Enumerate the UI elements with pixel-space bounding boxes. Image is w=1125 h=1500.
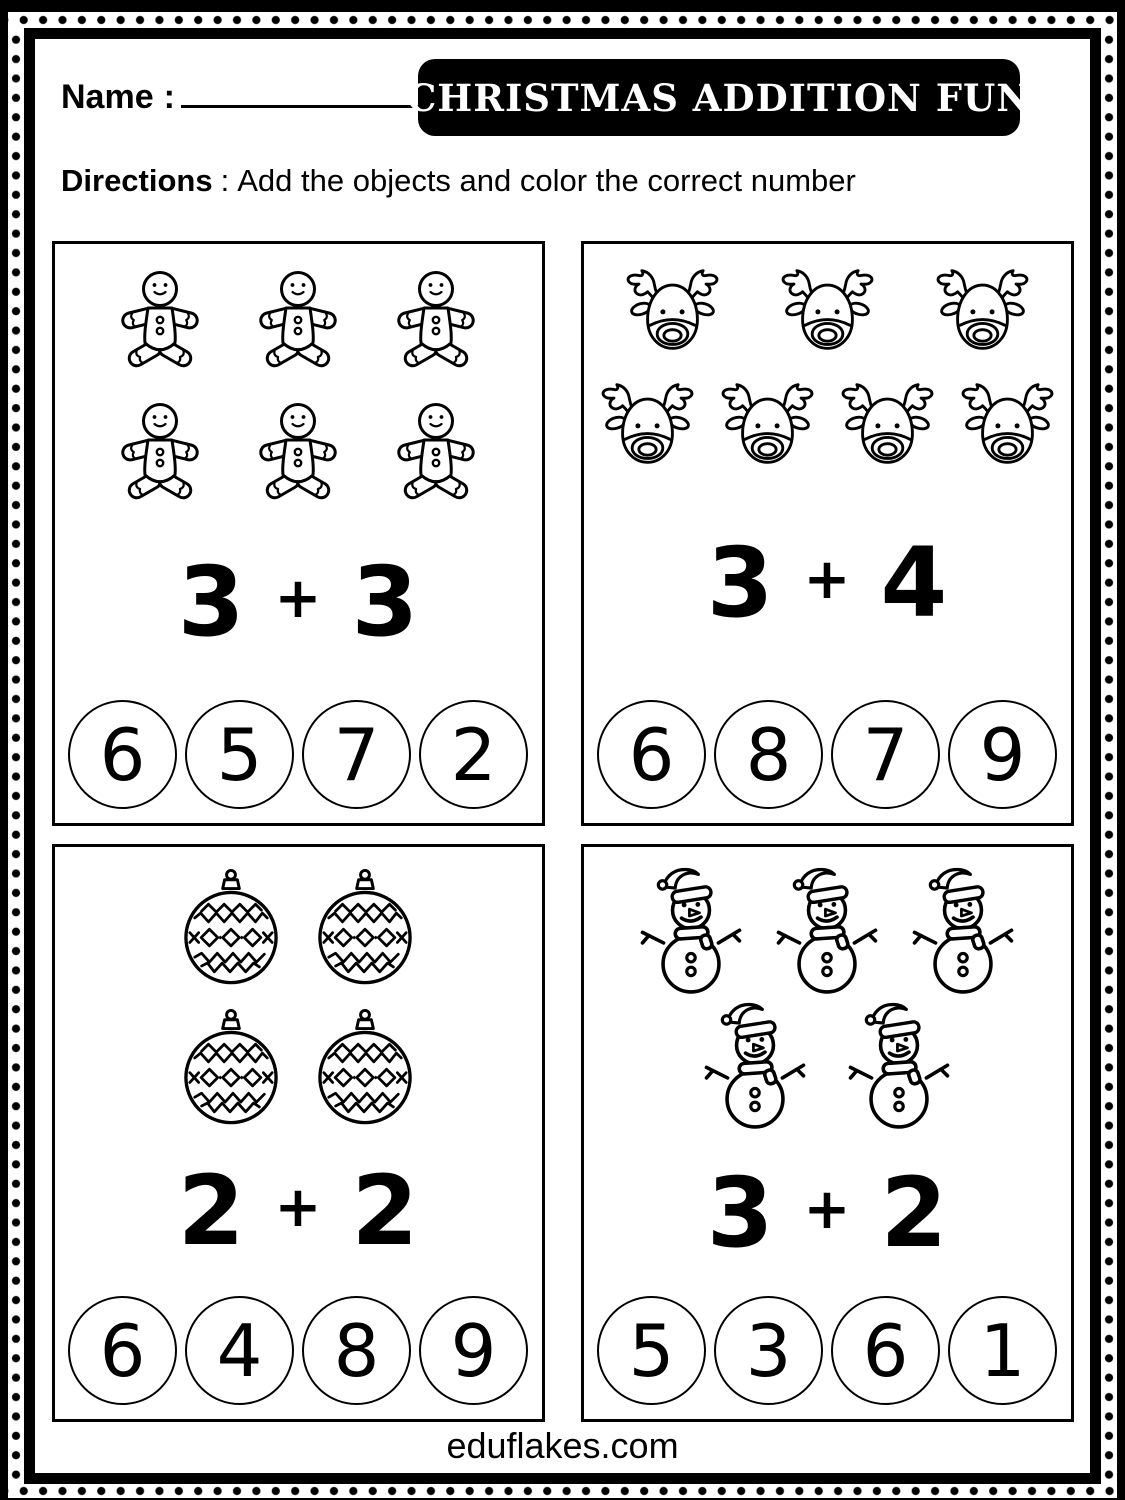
equation bbox=[706, 1157, 948, 1270]
options-row bbox=[597, 700, 1057, 809]
reindeer-icon bbox=[710, 378, 825, 466]
plus-operator: + bbox=[803, 1177, 851, 1243]
answer-circle[interactable] bbox=[597, 700, 706, 809]
answer-value: 7 bbox=[862, 712, 909, 797]
equation bbox=[706, 527, 948, 640]
name-label: Name bbox=[61, 78, 154, 116]
dotted-border-top bbox=[8, 12, 1117, 28]
answer-circle[interactable] bbox=[714, 1296, 823, 1405]
answer-value: 7 bbox=[333, 712, 380, 797]
icon-row bbox=[590, 378, 1065, 466]
answer-value: 8 bbox=[333, 1308, 380, 1393]
answer-value: 9 bbox=[979, 712, 1026, 797]
answer-circle[interactable] bbox=[68, 700, 177, 809]
answer-circle[interactable] bbox=[597, 1296, 706, 1405]
snowman-icon bbox=[697, 1002, 813, 1131]
reindeer-icons bbox=[590, 264, 1065, 466]
addend-a: 3 bbox=[706, 1157, 774, 1270]
snowman-icon bbox=[905, 867, 1021, 996]
christmas-ornament-icon bbox=[182, 1007, 280, 1127]
directions-separator: : bbox=[220, 163, 230, 198]
answer-value: 6 bbox=[99, 1308, 146, 1393]
answer-circle[interactable] bbox=[714, 700, 823, 809]
problem-box-gingerbread bbox=[52, 241, 545, 826]
answer-value: 1 bbox=[979, 1308, 1026, 1393]
header bbox=[35, 39, 1090, 136]
icon-row bbox=[110, 396, 486, 504]
name-separator: : bbox=[163, 78, 175, 116]
gingerbread-man-icon bbox=[248, 396, 348, 504]
snowman-icons bbox=[633, 867, 1021, 1130]
problem-box-ornament bbox=[52, 844, 545, 1422]
options-row bbox=[597, 1296, 1057, 1405]
reindeer-icon bbox=[950, 378, 1065, 466]
answer-value: 6 bbox=[862, 1308, 909, 1393]
snowman-icon bbox=[769, 867, 885, 996]
addend-b: 3 bbox=[351, 546, 419, 658]
snowman-icon bbox=[633, 867, 749, 996]
plus-operator: + bbox=[803, 547, 851, 613]
gingerbread-man-icon bbox=[110, 264, 210, 372]
problems-grid bbox=[52, 241, 1074, 1422]
gingerbread-man-icon bbox=[248, 264, 348, 372]
dotted-border-bottom bbox=[8, 1484, 1117, 1498]
answer-value: 4 bbox=[216, 1308, 263, 1393]
page-title: CHRISTMAS ADDITION FUN bbox=[406, 75, 1032, 120]
answer-value: 2 bbox=[450, 712, 497, 797]
answer-value: 3 bbox=[745, 1308, 792, 1393]
answer-circle[interactable] bbox=[831, 1296, 940, 1405]
icon-row bbox=[633, 867, 1021, 996]
answer-circle[interactable] bbox=[419, 700, 528, 809]
plus-operator: + bbox=[274, 1175, 322, 1241]
icon-row bbox=[615, 264, 1040, 352]
snowman-icon bbox=[841, 1002, 957, 1131]
answer-value: 6 bbox=[628, 712, 675, 797]
answer-circle[interactable] bbox=[302, 1296, 411, 1405]
answer-circle[interactable] bbox=[948, 1296, 1057, 1405]
gingerbread-icons bbox=[110, 264, 486, 504]
equation bbox=[177, 546, 419, 658]
answer-circle[interactable] bbox=[948, 700, 1057, 809]
answer-circle[interactable] bbox=[185, 1296, 294, 1405]
christmas-ornament-icon bbox=[182, 867, 280, 987]
reindeer-icon bbox=[925, 264, 1040, 352]
answer-circle[interactable] bbox=[831, 700, 940, 809]
plus-operator: + bbox=[274, 566, 322, 631]
icon-row bbox=[182, 1007, 414, 1127]
answer-value: 9 bbox=[450, 1308, 497, 1393]
answer-circle[interactable] bbox=[68, 1296, 177, 1405]
dotted-border-band bbox=[8, 12, 1117, 1498]
icon-row bbox=[697, 1002, 957, 1131]
problem-box-snowman bbox=[581, 844, 1074, 1422]
reindeer-icon bbox=[770, 264, 885, 352]
options-row bbox=[68, 1296, 528, 1405]
directions-label: Directions bbox=[61, 163, 213, 198]
ornament-icons bbox=[182, 867, 414, 1126]
footer bbox=[35, 1424, 1090, 1468]
addend-b: 2 bbox=[351, 1155, 419, 1268]
christmas-ornament-icon bbox=[316, 867, 414, 987]
answer-value: 5 bbox=[628, 1308, 675, 1393]
dotted-border-right bbox=[1101, 26, 1117, 1484]
addend-a: 3 bbox=[706, 527, 774, 640]
gingerbread-man-icon bbox=[386, 264, 486, 372]
worksheet-sheet bbox=[24, 28, 1101, 1484]
answer-value: 8 bbox=[745, 712, 792, 797]
directions bbox=[61, 163, 1090, 199]
dotted-border-left bbox=[8, 26, 24, 1484]
problem-box-reindeer bbox=[581, 241, 1074, 826]
answer-value: 6 bbox=[99, 712, 146, 797]
gingerbread-man-icon bbox=[110, 396, 210, 504]
answer-circle[interactable] bbox=[419, 1296, 528, 1405]
addend-b: 2 bbox=[880, 1157, 948, 1270]
answer-circle[interactable] bbox=[302, 700, 411, 809]
answer-circle[interactable] bbox=[185, 700, 294, 809]
icon-row bbox=[182, 867, 414, 987]
title-badge bbox=[406, 59, 1032, 136]
reindeer-icon bbox=[615, 264, 730, 352]
equation bbox=[177, 1155, 419, 1268]
answer-value: 5 bbox=[216, 712, 263, 797]
addend-a: 3 bbox=[177, 546, 245, 658]
addend-a: 2 bbox=[177, 1155, 245, 1268]
addend-b: 4 bbox=[880, 527, 948, 640]
options-row bbox=[68, 700, 528, 809]
directions-text: Add the objects and color the correct number bbox=[237, 163, 856, 198]
name-row bbox=[61, 78, 418, 117]
reindeer-icon bbox=[590, 378, 705, 466]
gingerbread-man-icon bbox=[386, 396, 486, 504]
christmas-ornament-icon bbox=[316, 1007, 414, 1127]
name-input-line[interactable] bbox=[181, 78, 418, 108]
icon-row bbox=[110, 264, 486, 372]
footer-site-text: eduflakes.com bbox=[446, 1425, 679, 1466]
reindeer-icon bbox=[830, 378, 945, 466]
